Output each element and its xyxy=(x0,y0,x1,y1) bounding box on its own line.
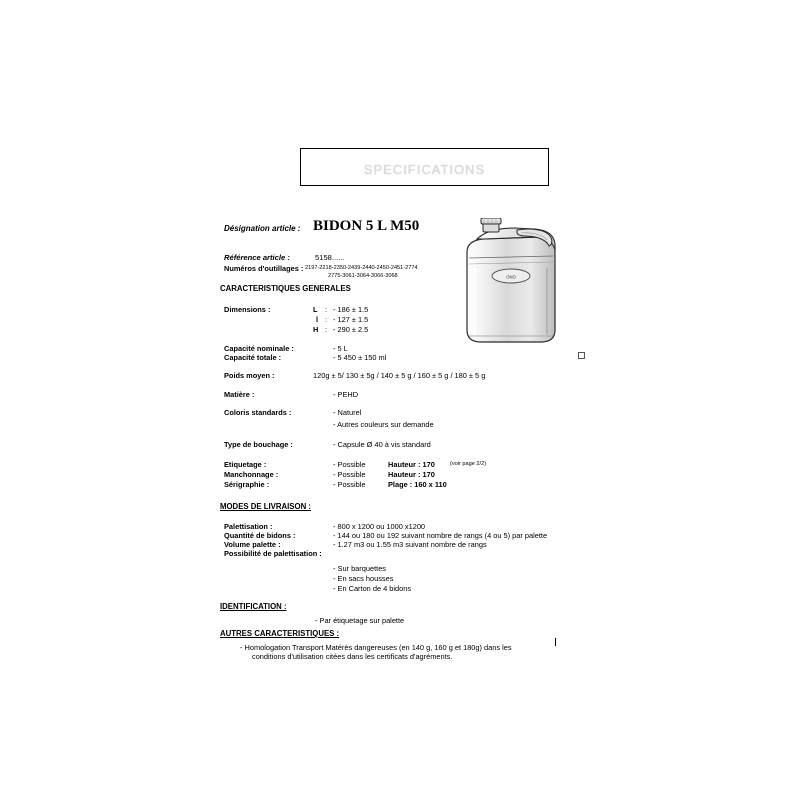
svg-text:ONO: ONO xyxy=(506,274,516,280)
row-label-serigraphie: Sérigraphie : xyxy=(224,480,270,489)
banner-inner xyxy=(305,153,544,181)
spec-sheet xyxy=(200,140,620,660)
row-value-coloris-autres: - Autres couleurs sur demande xyxy=(333,420,434,429)
section-title-delivery: MODES DE LIVRAISON : xyxy=(220,502,311,511)
designation-label: Désignation article : xyxy=(224,224,301,233)
section-title-identification: IDENTIFICATION : xyxy=(220,602,287,611)
row-value-capacite-nominale: - 5 L xyxy=(333,344,348,353)
dimension-axis-H: H xyxy=(313,325,319,334)
reference-value: 5158...... xyxy=(315,253,345,262)
row-label-palettisation: Palettisation : xyxy=(224,522,273,531)
row-value-coloris: - Naturel xyxy=(333,408,362,417)
row-value-matiere: - PEHD xyxy=(333,390,359,399)
tooling-value-line1: 2197-2218-2350-2439-2440-2450-2451-2774 xyxy=(305,265,418,271)
product-image-jerrycan xyxy=(455,218,587,348)
delivery-option-2: - En sacs housses xyxy=(333,574,394,583)
row-note-etiquetage: (voir page 2/2) xyxy=(450,461,487,467)
dimension-value-l: - 127 ± 1.5 xyxy=(333,315,369,324)
row-label-etiquetage: Etiquetage : xyxy=(224,460,267,469)
row-extra-manchonnage: Hauteur : 170 xyxy=(388,470,435,479)
row-value-serigraphie: - Possible xyxy=(333,480,366,489)
row-label-manchonnage: Manchonnage : xyxy=(224,470,279,479)
row-label-coloris: Coloris standards : xyxy=(224,408,292,417)
dimensions-label: Dimensions : xyxy=(224,305,271,314)
dimension-axis-L: L xyxy=(313,305,318,314)
dimension-sep-l: : xyxy=(325,315,328,324)
other-line-2: conditions d'utilisation citées dans les certificats d'agréments. xyxy=(252,652,453,661)
row-label-capacite-nominale: Capacité nominale : xyxy=(224,344,294,353)
identification-value: - Par étiquetage sur palette xyxy=(315,616,405,625)
row-value-bouchage: - Capsule Ø 40 à vis standard xyxy=(333,440,431,449)
row-label-matiere: Matière : xyxy=(224,390,255,399)
dimension-sep-L: : xyxy=(325,305,328,314)
row-value-quantite-bidons: - 144 ou 180 ou 192 suivant nombre de rangs (4 ou 5) par palette xyxy=(333,531,548,540)
row-value-manchonnage: - Possible xyxy=(333,470,366,479)
delivery-option-3: - En Carton de 4 bidons xyxy=(333,584,412,593)
reference-mark xyxy=(578,352,585,359)
dimension-value-H: - 290 ± 2.5 xyxy=(333,325,369,334)
page-footer-mark xyxy=(555,638,556,646)
row-label-capacite-totale: Capacité totale : xyxy=(224,353,282,362)
row-extra-serigraphie: Plage : 160 x 110 xyxy=(388,480,447,489)
row-value-etiquetage: - Possible xyxy=(333,460,366,469)
section-title-other: AUTRES CARACTERISTIQUES : xyxy=(220,629,340,638)
other-line-1: - Homologation Transport Matérès dangereuses (en 140 g, 160 g et 180g) dans les xyxy=(240,643,512,652)
row-value-capacite-totale: - 5 450 ± 150 ml xyxy=(333,353,387,362)
section-title-general: CARACTERISTIQUES GENERALES xyxy=(220,284,351,293)
dimension-value-L: - 186 ± 1.5 xyxy=(333,305,369,314)
row-label-volume-palette: Volume palette : xyxy=(224,540,281,549)
article-title: BIDON 5 L M50 xyxy=(313,218,420,234)
row-value-poids-moyen: 120g ± 5/ 130 ± 5g / 140 ± 5 g / 160 ± 5 g / 180 ± 5 g xyxy=(313,371,486,380)
banner-title: SPECIFICATIONS xyxy=(363,162,486,177)
dimension-sep-H: : xyxy=(325,325,328,334)
tooling-label: Numéros d'outillages : xyxy=(224,264,304,273)
row-value-volume-palette: - 1.27 m3 ou 1.55 m3 suivant nombre de rangs xyxy=(333,540,487,549)
specifications-banner xyxy=(300,148,549,186)
tooling-value-line2: 2775-3061-3064-3066-3068 xyxy=(328,273,398,279)
reference-label: Référence article : xyxy=(224,253,290,262)
row-label-quantite-bidons: Quantité de bidons : xyxy=(224,531,296,540)
row-label-bouchage: Type de bouchage : xyxy=(224,440,293,449)
delivery-option-1: - Sur barquettes xyxy=(333,564,386,573)
row-label-possibilite-palettisation: Possibilité de palettisation : xyxy=(224,549,322,558)
row-label-poids-moyen: Poids moyen : xyxy=(224,371,275,380)
row-value-palettisation: - 800 x 1200 ou 1000 x1200 xyxy=(333,522,426,531)
row-extra-etiquetage: Hauteur : 170 xyxy=(388,460,435,469)
dimension-axis-l: l xyxy=(316,315,319,324)
